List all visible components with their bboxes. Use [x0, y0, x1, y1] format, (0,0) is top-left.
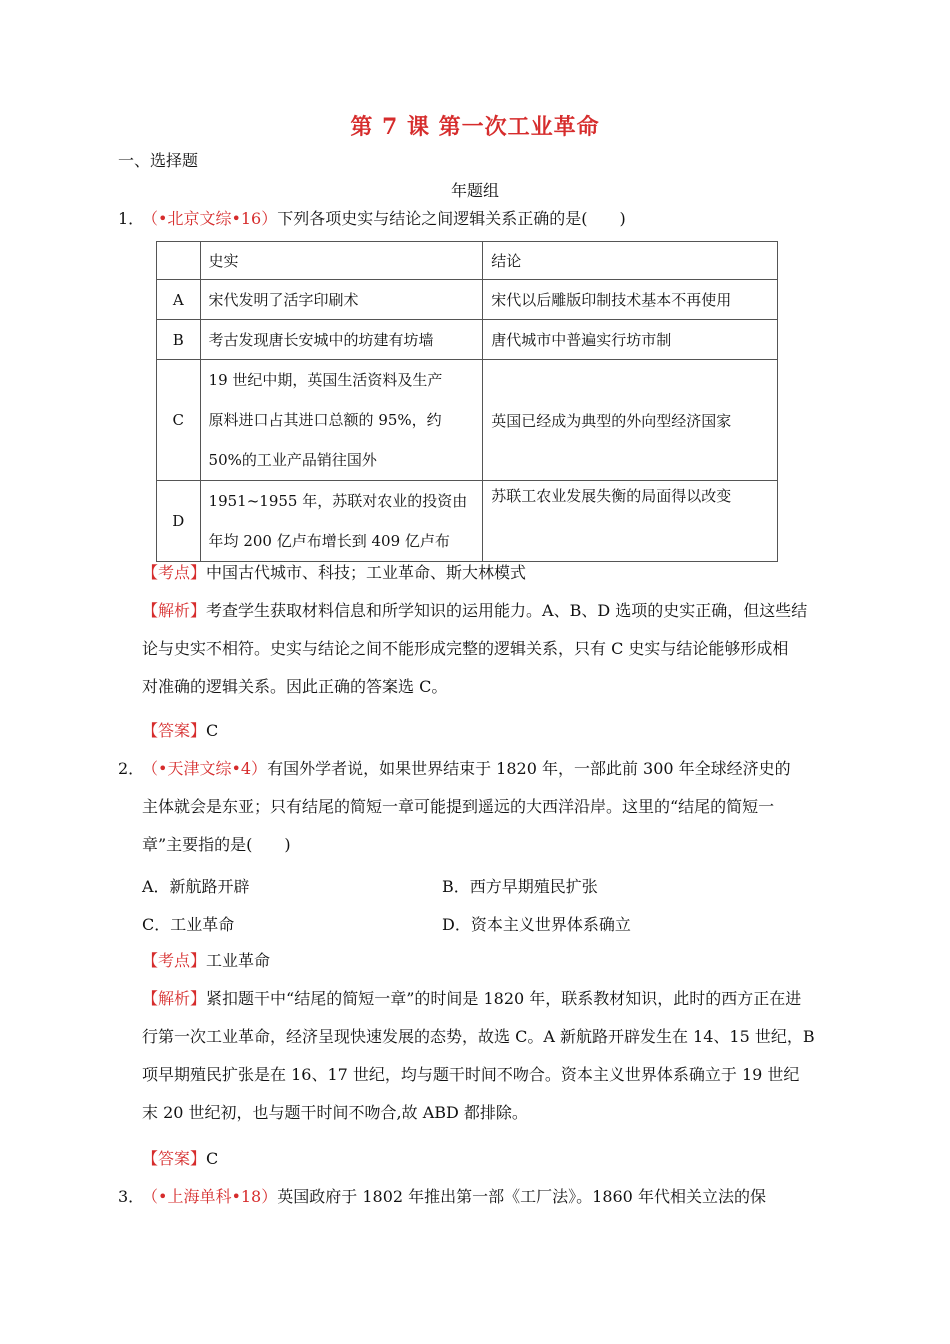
group-label: 年题组: [450, 181, 499, 200]
table-cell-line: 19 世纪中期，英国生活资料及生产: [208, 371, 443, 389]
analysis-line: 行第一次工业革命，经济呈现快速发展的态势，故选 C。A 新航路开辟发生在 14、15 世纪，B: [142, 1027, 815, 1046]
kaodian-text: 工业革命: [206, 951, 271, 970]
question-source: （•上海单科•18）: [142, 1187, 278, 1206]
table-cell-conclusion: 英国已经成为典型的外向型经济国家: [483, 360, 778, 481]
table-row-key: C: [157, 360, 201, 481]
answer-tag: 【答案】: [142, 721, 207, 740]
question-number: 1．: [118, 209, 145, 228]
question-number: 2．: [118, 759, 145, 778]
question-text: 有国外学者说，如果世界结束于 1820 年，一部此前 300 年全球经济史的: [267, 759, 791, 778]
table-row: [157, 481, 778, 562]
option-c: C．工业革命: [142, 915, 235, 934]
answer-tag: 【答案】: [142, 1149, 207, 1168]
analysis-line: 项早期殖民扩张是在 16、17 世纪，均与题干时间不吻合。资本主义世界体系确立于 19 世纪: [142, 1065, 800, 1084]
table-cell-line: 年均 200 亿卢布增长到 409 亿卢布: [208, 532, 450, 550]
question-1-kaodian: [142, 554, 822, 592]
jiexi-tag: 【解析】: [142, 601, 207, 620]
question-text: 英国政府于 1802 年推出第一部《工厂法》。1860 年代相关立法的保: [277, 1187, 766, 1206]
analysis-line: 末 20 世纪初，也与题干时间不吻合,故 ABD 都排除。: [142, 1103, 528, 1122]
table-cell-line: 原料进口占其进口总额的 95%，约: [208, 411, 442, 429]
question-text-line: 章”主要指的是( ): [142, 835, 291, 854]
table-cell-line: 1951~1955 年，苏联对农业的投资由: [208, 492, 468, 510]
table-row-key: B: [157, 320, 201, 360]
table-cell-conclusion: 宋代以后雕版印制技术基本不再使用: [483, 280, 778, 320]
kaodian-tag: 【考点】: [142, 563, 207, 582]
option-d: D．资本主义世界体系确立: [442, 915, 631, 934]
answer-text: C: [206, 1149, 219, 1168]
option-b: B．西方早期殖民扩张: [442, 877, 598, 896]
table-row: [157, 280, 778, 320]
question-2-stem: [118, 750, 791, 788]
table-header-cell: 结论: [483, 242, 778, 280]
analysis-text: 考查学生获取材料信息和所学知识的运用能力。A、B、D 选项的史实正确，但这些结: [206, 601, 808, 620]
analysis-line: [142, 980, 822, 1018]
question-2-analysis: [142, 980, 822, 1132]
table-header-cell: [157, 242, 201, 280]
table-cell-fact: 考古发现唐长安城中的坊建有坊墙: [200, 320, 483, 360]
table-row-key: D: [157, 481, 201, 562]
table-cell-conclusion: 唐代城市中普遍实行坊市制: [483, 320, 778, 360]
jiexi-tag: 【解析】: [142, 989, 207, 1008]
table-cell-fact: 宋代发明了活字印刷术: [200, 280, 483, 320]
question-1-answer: [142, 712, 822, 750]
question-number: 3．: [118, 1187, 145, 1206]
table-cell-fact: [200, 481, 483, 562]
question-1-analysis: [142, 592, 822, 706]
question-2-stem-cont: [142, 788, 822, 864]
table-row: [157, 320, 778, 360]
question-1-stem: [118, 200, 626, 238]
section-heading: 一、选择题: [118, 151, 199, 170]
question-source: （•天津文综•4）: [142, 759, 268, 778]
kaodian-tag: 【考点】: [142, 951, 207, 970]
question-2-answer: [142, 1140, 822, 1178]
table-header-row: [157, 242, 778, 280]
option-a: A．新航路开辟: [142, 877, 250, 896]
kaodian-text: 中国古代城市、科技；工业革命、斯大林模式: [206, 563, 527, 582]
table-row-key: A: [157, 280, 201, 320]
table-header-cell: 史实: [200, 242, 483, 280]
table-cell-line: 50%的工业产品销往国外: [208, 451, 377, 469]
analysis-line: 对准确的逻辑关系。因此正确的答案选 C。: [142, 677, 448, 696]
question-2-kaodian: [142, 942, 822, 980]
question-text: 下列各项史实与结论之间逻辑关系正确的是( ): [277, 209, 626, 228]
lesson-title: 第 7 课 第一次工业革命: [350, 114, 600, 140]
analysis-line: 论与史实不相符。史实与结论之间不能形成完整的逻辑关系，只有 C 史实与结论能够形成相: [142, 639, 789, 658]
analysis-text: 紧扣题干中“结尾的简短一章”的时间是 1820 年，联系教材知识，此时的西方正在进: [206, 989, 802, 1008]
answer-text: C: [206, 721, 219, 740]
analysis-line: [142, 592, 822, 630]
question-3-stem: [118, 1178, 766, 1216]
question-source: （•北京文综•16）: [142, 209, 278, 228]
table-cell-conclusion: 苏联工农业发展失衡的局面得以改变: [483, 481, 778, 562]
fact-conclusion-table: [156, 241, 778, 562]
question-text-line: 主体就会是东亚；只有结尾的简短一章可能提到遥远的大西洋沿岸。这里的“结尾的简短一: [142, 797, 775, 816]
table-cell-fact: [200, 360, 483, 481]
table-row: [157, 360, 778, 481]
